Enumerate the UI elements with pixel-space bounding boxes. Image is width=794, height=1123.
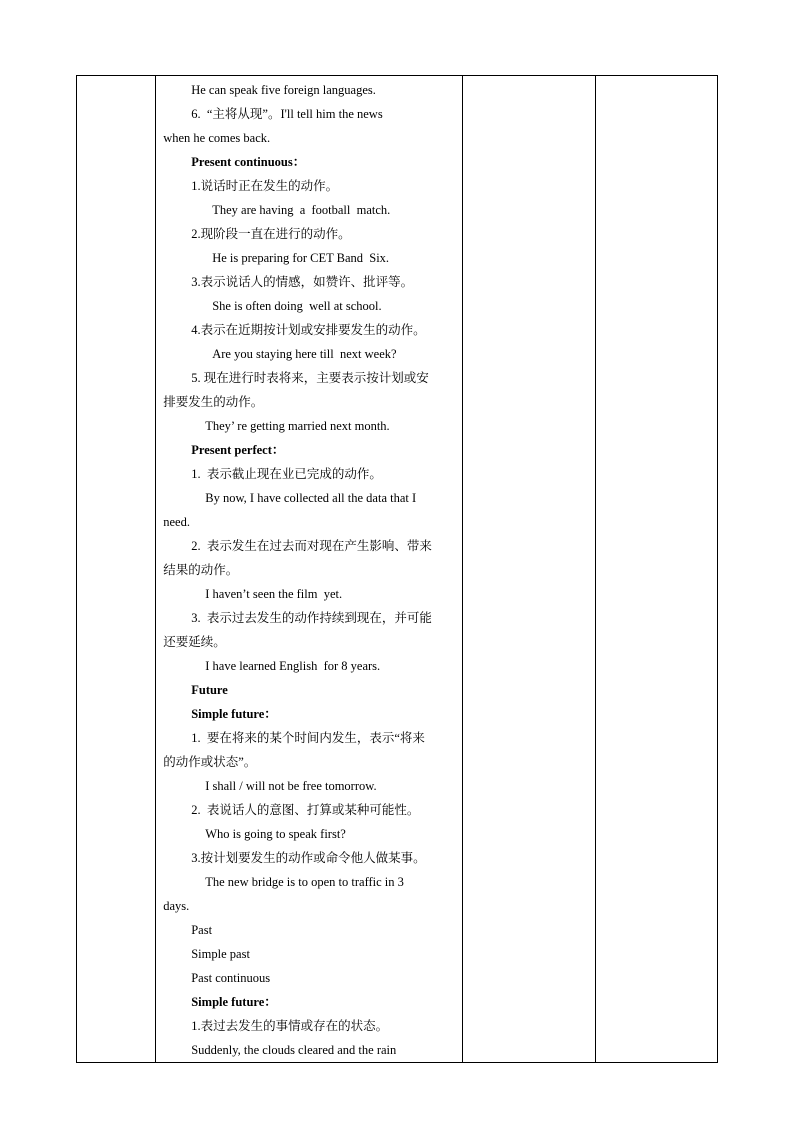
text-line: 2. 表说话人的意图、打算或某种可能性。: [191, 803, 420, 817]
text-line: I haven’t seen the film yet.: [205, 587, 343, 601]
text-line: He is preparing for CET Band Six.: [212, 251, 390, 265]
content-cell: [156, 76, 463, 1063]
text-line: need.: [163, 515, 190, 529]
text-line: 2.现阶段一直在进行的动作。: [191, 227, 351, 241]
table-row: [77, 76, 718, 1063]
text-line: 还要延续。: [163, 635, 226, 649]
text-line: He can speak five foreign languages.: [191, 83, 376, 97]
text-line: 1. 表示截止现在业已完成的动作。: [191, 467, 382, 481]
text-line: 1.表过去发生的事情或存在的状态。: [191, 1019, 389, 1033]
text-line: 5. 现在进行时表将来，主要表示按计划或安: [191, 371, 429, 385]
right-column-cell: [595, 76, 717, 1063]
text-line: Simple past: [191, 947, 250, 961]
text-line: Are you staying here till next week?: [212, 347, 397, 361]
text-line: 4.表示在近期按计划或安排要发生的动作。: [191, 323, 426, 337]
text-line: Simple future：: [191, 995, 277, 1009]
text-line: 6. “主将从现”。I'll tell him the news: [191, 107, 383, 121]
text-line: They are having a football match.: [212, 203, 391, 217]
text-line: 1. 要在将来的某个时间内发生，表示“将来: [191, 731, 425, 745]
text-line: 2. 表示发生在过去而对现在产生影响、带来: [191, 539, 432, 553]
text-line: Future: [191, 683, 228, 697]
text-line: Who is going to speak first?: [205, 827, 346, 841]
text-line: 结果的动作。: [163, 563, 239, 577]
text-line: Past continuous: [191, 971, 271, 985]
text-line: By now, I have collected all the data that I: [205, 491, 417, 505]
text-line: 3.按计划要发生的动作或命令他人做某事。: [191, 851, 426, 865]
text-line: Suddenly, the clouds cleared and the rain: [191, 1043, 397, 1057]
third-column-cell: [463, 76, 595, 1063]
text-line: I shall / will not be free tomorrow.: [205, 779, 377, 793]
text-line: 3. 表示过去发生的动作持续到现在，并可能: [191, 611, 432, 625]
lesson-table: [76, 75, 718, 1063]
left-column-cell: [77, 76, 156, 1063]
text-line: Simple future：: [191, 707, 277, 721]
text-line: 排要发生的动作。: [163, 395, 264, 409]
text-line: days.: [163, 899, 190, 913]
text-line: Present continuous：: [191, 155, 306, 169]
text-line: Past: [191, 923, 213, 937]
tense-notes: [156, 76, 462, 1062]
text-line: Present perfect：: [191, 443, 285, 457]
text-line: They’ re getting married next month.: [205, 419, 390, 433]
text-line: I have learned English for 8 years.: [205, 659, 381, 673]
text-line: She is often doing well at school.: [212, 299, 382, 313]
text-line: 3.表示说话人的情感，如赞许、批评等。: [191, 275, 414, 289]
text-line: 1.说话时正在发生的动作。: [191, 179, 339, 193]
text-line: 的动作或状态”。: [163, 755, 257, 769]
text-line: The new bridge is to open to traffic in 3: [205, 875, 404, 889]
text-line: when he comes back.: [163, 131, 271, 145]
